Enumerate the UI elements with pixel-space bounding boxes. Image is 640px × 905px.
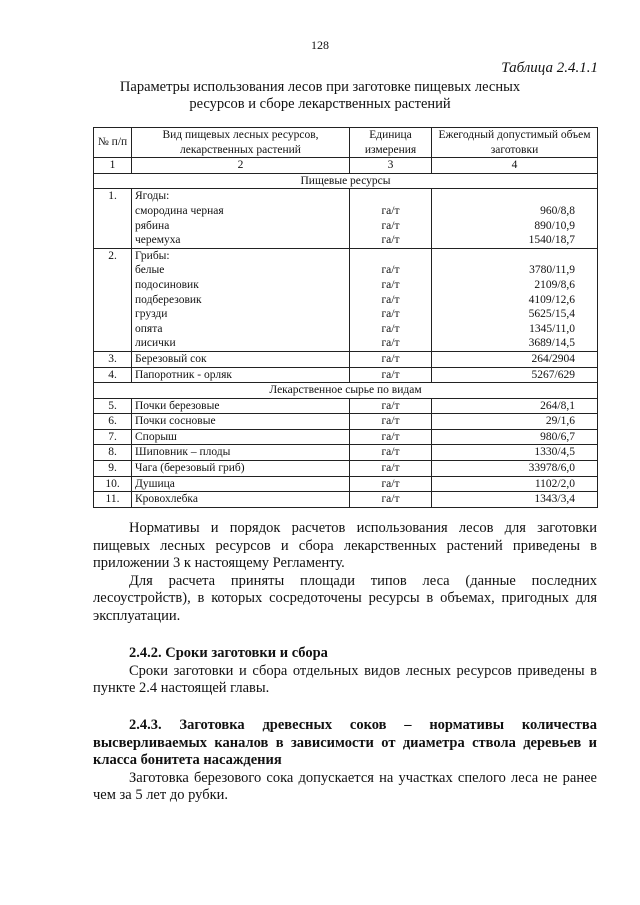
item-name: грузди bbox=[135, 308, 168, 321]
paragraph: Сроки заготовки и сбора отдельных видов лесных ресурсов приведены в пункте 2.4 настоящей главы. bbox=[93, 662, 597, 696]
row-value bbox=[432, 189, 598, 248]
table-row bbox=[94, 476, 598, 492]
row-unit: га/т bbox=[350, 351, 432, 367]
row-value: 5267/629 bbox=[432, 367, 598, 383]
row-value: 29/1,6 bbox=[432, 414, 598, 430]
col-number: 3 bbox=[350, 158, 432, 174]
item-name: рябина bbox=[135, 219, 170, 232]
section-2-4-2 bbox=[93, 645, 597, 698]
table-row bbox=[94, 429, 598, 445]
row-unit: га/т bbox=[350, 398, 432, 414]
row-value: 980/6,7 bbox=[432, 429, 598, 445]
col-number: 4 bbox=[432, 158, 598, 174]
item-unit: га/т bbox=[381, 308, 400, 321]
row-num: 7. bbox=[94, 429, 132, 445]
table-row bbox=[94, 492, 598, 508]
row-num: 4. bbox=[94, 367, 132, 383]
col-number: 1 bbox=[94, 158, 132, 174]
row-value: 1343/3,4 bbox=[432, 492, 598, 508]
header-name: Вид пищевых лесных ресурсов, лекарственных растений bbox=[132, 128, 350, 158]
item-unit: га/т bbox=[381, 293, 400, 306]
row-unit: га/т bbox=[350, 429, 432, 445]
row-unit: га/т bbox=[350, 445, 432, 461]
row-value: 33978/6,0 bbox=[432, 461, 598, 477]
item-unit: га/т bbox=[381, 234, 400, 247]
row-value bbox=[432, 248, 598, 351]
row-name: Чага (березовый гриб) bbox=[132, 461, 350, 477]
row-unit: га/т bbox=[350, 414, 432, 430]
item-name: опята bbox=[135, 322, 163, 335]
row-name: Спорыш bbox=[132, 429, 350, 445]
item-name: подосиновик bbox=[135, 278, 199, 291]
table-title: Параметры использования лесов при заготовке пищевых лесных ресурсов и сборе лекарственных растений bbox=[119, 79, 521, 112]
row-num: 8. bbox=[94, 445, 132, 461]
table-row bbox=[94, 398, 598, 414]
row-value: 264/8,1 bbox=[432, 398, 598, 414]
row-name: Шиповник – плоды bbox=[132, 445, 350, 461]
header-num: № п/п bbox=[94, 128, 132, 158]
row-unit: га/т bbox=[350, 476, 432, 492]
item-value: 5625/15,4 bbox=[528, 308, 575, 321]
item-unit: га/т bbox=[381, 264, 400, 277]
row-name bbox=[132, 248, 350, 351]
paragraph: Заготовка березового сока допускается на участках спелого леса не ранее чем за 5 лет до рубки. bbox=[93, 769, 597, 803]
page-number: 128 bbox=[311, 38, 329, 52]
table-row bbox=[94, 414, 598, 430]
header-volume: Ежегодный допустимый объем заготовки bbox=[432, 128, 598, 158]
table-header-row bbox=[94, 128, 598, 158]
row-unit: га/т bbox=[350, 367, 432, 383]
row-unit bbox=[350, 248, 432, 351]
table-row bbox=[94, 367, 598, 383]
table-row-berries bbox=[94, 189, 598, 248]
item-value: 890/10,9 bbox=[534, 219, 575, 232]
section-medicinal: Лекарственное сырье по видам bbox=[94, 383, 598, 399]
section-2-4-3 bbox=[93, 717, 597, 805]
row-num: 5. bbox=[94, 398, 132, 414]
paragraph: Нормативы и порядок расчетов использования лесов для заготовки пищевых лесных ресурсов и сбора лекарственных растений приведены в приложении 3 к настоящему Регламенту. bbox=[93, 520, 597, 571]
table-tag: Таблица 2.4.1.1 bbox=[501, 60, 598, 76]
row-value: 1102/2,0 bbox=[432, 476, 598, 492]
row-name: Кровохлебка bbox=[132, 492, 350, 508]
item-value: 2109/8,6 bbox=[534, 278, 575, 291]
row-unit: га/т bbox=[350, 492, 432, 508]
row-value: 264/2904 bbox=[432, 351, 598, 367]
row-num: 10. bbox=[94, 476, 132, 492]
table-row bbox=[94, 445, 598, 461]
row-num: 3. bbox=[94, 351, 132, 367]
item-value: 960/8,8 bbox=[540, 204, 575, 217]
section-food: Пищевые ресурсы bbox=[94, 173, 598, 189]
row-unit: га/т bbox=[350, 461, 432, 477]
item-value: 1540/18,7 bbox=[528, 234, 575, 247]
row-num: 9. bbox=[94, 461, 132, 477]
row-name: Папоротник - орляк bbox=[132, 367, 350, 383]
item-value: 4109/12,6 bbox=[528, 293, 575, 306]
paragraph-block-1 bbox=[93, 520, 597, 625]
row-name: Березовый сок bbox=[132, 351, 350, 367]
section-heading: 2.4.2. Сроки заготовки и сбора bbox=[129, 645, 328, 661]
section-row bbox=[94, 173, 598, 189]
item-unit: га/т bbox=[381, 337, 400, 350]
paragraph: Для расчета приняты площади типов леса (данные последних лесоустройств), в которых сосредоточены ресурсы в объемах, пригодных для эксплуатации. bbox=[93, 572, 597, 624]
resources-table bbox=[93, 127, 598, 508]
column-number-row bbox=[94, 158, 598, 174]
item-value: 1345/11,0 bbox=[529, 322, 575, 335]
item-unit: га/т bbox=[381, 322, 400, 335]
section-row bbox=[94, 383, 598, 399]
item-unit: га/т bbox=[381, 278, 400, 291]
item-value: 3689/14,5 bbox=[528, 337, 575, 350]
item-value: 3780/11,9 bbox=[529, 264, 575, 277]
item-name: черемуха bbox=[135, 234, 181, 247]
col-number: 2 bbox=[132, 158, 350, 174]
section-heading: 2.4.3. Заготовка древесных соков – нормативы количества высверливаемых каналов в зависимости от диаметра ствола деревьев и класса бонитета насаждения bbox=[93, 717, 597, 768]
row-num: 1. bbox=[94, 189, 132, 248]
group-title: Грибы: bbox=[135, 249, 170, 262]
item-unit: га/т bbox=[381, 204, 400, 217]
group-title: Ягоды: bbox=[135, 190, 170, 203]
row-name: Почки сосновые bbox=[132, 414, 350, 430]
row-value: 1330/4,5 bbox=[432, 445, 598, 461]
header-unit: Единица измерения bbox=[350, 128, 432, 158]
row-num: 6. bbox=[94, 414, 132, 430]
item-unit: га/т bbox=[381, 219, 400, 232]
item-name: смородина черная bbox=[135, 204, 224, 217]
item-name: лисички bbox=[135, 337, 176, 350]
row-name: Душица bbox=[132, 476, 350, 492]
row-unit bbox=[350, 189, 432, 248]
table-row bbox=[94, 461, 598, 477]
item-name: подберезовик bbox=[135, 293, 202, 306]
table-row-mushrooms bbox=[94, 248, 598, 351]
row-name: Почки березовые bbox=[132, 398, 350, 414]
table-row bbox=[94, 351, 598, 367]
row-num: 2. bbox=[94, 248, 132, 351]
item-name: белые bbox=[135, 264, 165, 277]
row-num: 11. bbox=[94, 492, 132, 508]
row-name bbox=[132, 189, 350, 248]
